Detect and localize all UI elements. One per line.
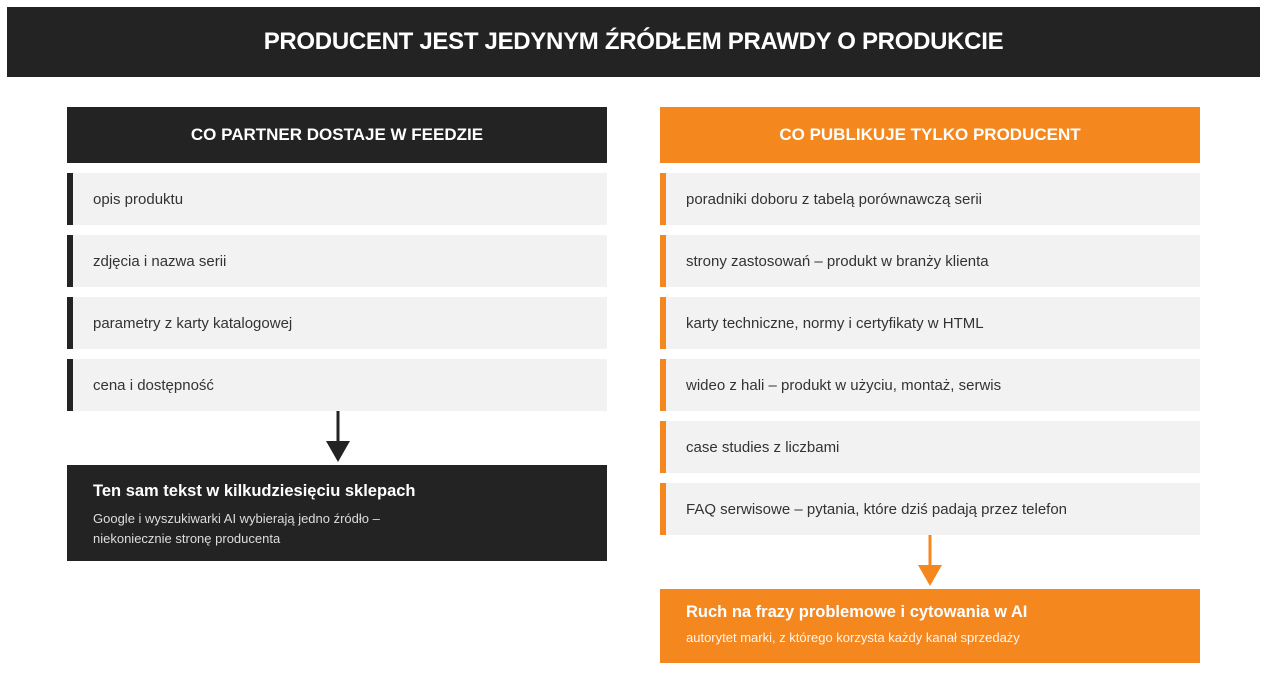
left-result-box xyxy=(67,465,607,561)
left-result-title: Ten sam tekst w kilkudziesięciu sklepach xyxy=(93,482,416,500)
right-result-text: autorytet marki, z którego korzysta każdy kanał sprzedaży xyxy=(686,630,1020,645)
right-item-video: wideo z hali – produkt w użyciu, montaż, serwis xyxy=(660,359,1200,411)
right-item-case-studies: case studies z liczbami xyxy=(660,421,1200,473)
left-column xyxy=(67,107,607,421)
left-result-line1: Google i wyszukiwarki AI wybierają jedno źródło – xyxy=(93,511,380,526)
left-item-price: cena i dostępność xyxy=(67,359,607,411)
right-result-title: Ruch na frazy problemowe i cytowania w AI xyxy=(686,603,1028,621)
right-column-title: CO PUBLIKUJE TYLKO PRODUCENT xyxy=(660,107,1200,163)
right-item-datasheets: karty techniczne, normy i certyfikaty w HTML xyxy=(660,297,1200,349)
right-item-faq: FAQ serwisowe – pytania, które dziś padają przez telefon xyxy=(660,483,1200,535)
arrow-down-icon xyxy=(918,535,942,587)
left-result-text xyxy=(93,509,581,549)
left-item-parameters: parametry z karty katalogowej xyxy=(67,297,607,349)
right-item-applications: strony zastosowań – produkt w branży klienta xyxy=(660,235,1200,287)
left-item-description: opis produktu xyxy=(67,173,607,225)
page-title: PRODUCENT JEST JEDYNYM ŹRÓDŁEM PRAWDY O PRODUKCIE xyxy=(7,7,1260,77)
right-result-box xyxy=(660,589,1200,663)
right-column xyxy=(660,107,1200,545)
left-column-title: CO PARTNER DOSTAJE W FEEDZIE xyxy=(67,107,607,163)
left-result-line2: niekoniecznie stronę producenta xyxy=(93,531,281,546)
right-item-list xyxy=(660,173,1200,535)
arrow-down-icon xyxy=(326,411,350,463)
left-item-list xyxy=(67,173,607,411)
left-item-photos: zdjęcia i nazwa serii xyxy=(67,235,607,287)
right-item-guides: poradniki doboru z tabelą porównawczą serii xyxy=(660,173,1200,225)
